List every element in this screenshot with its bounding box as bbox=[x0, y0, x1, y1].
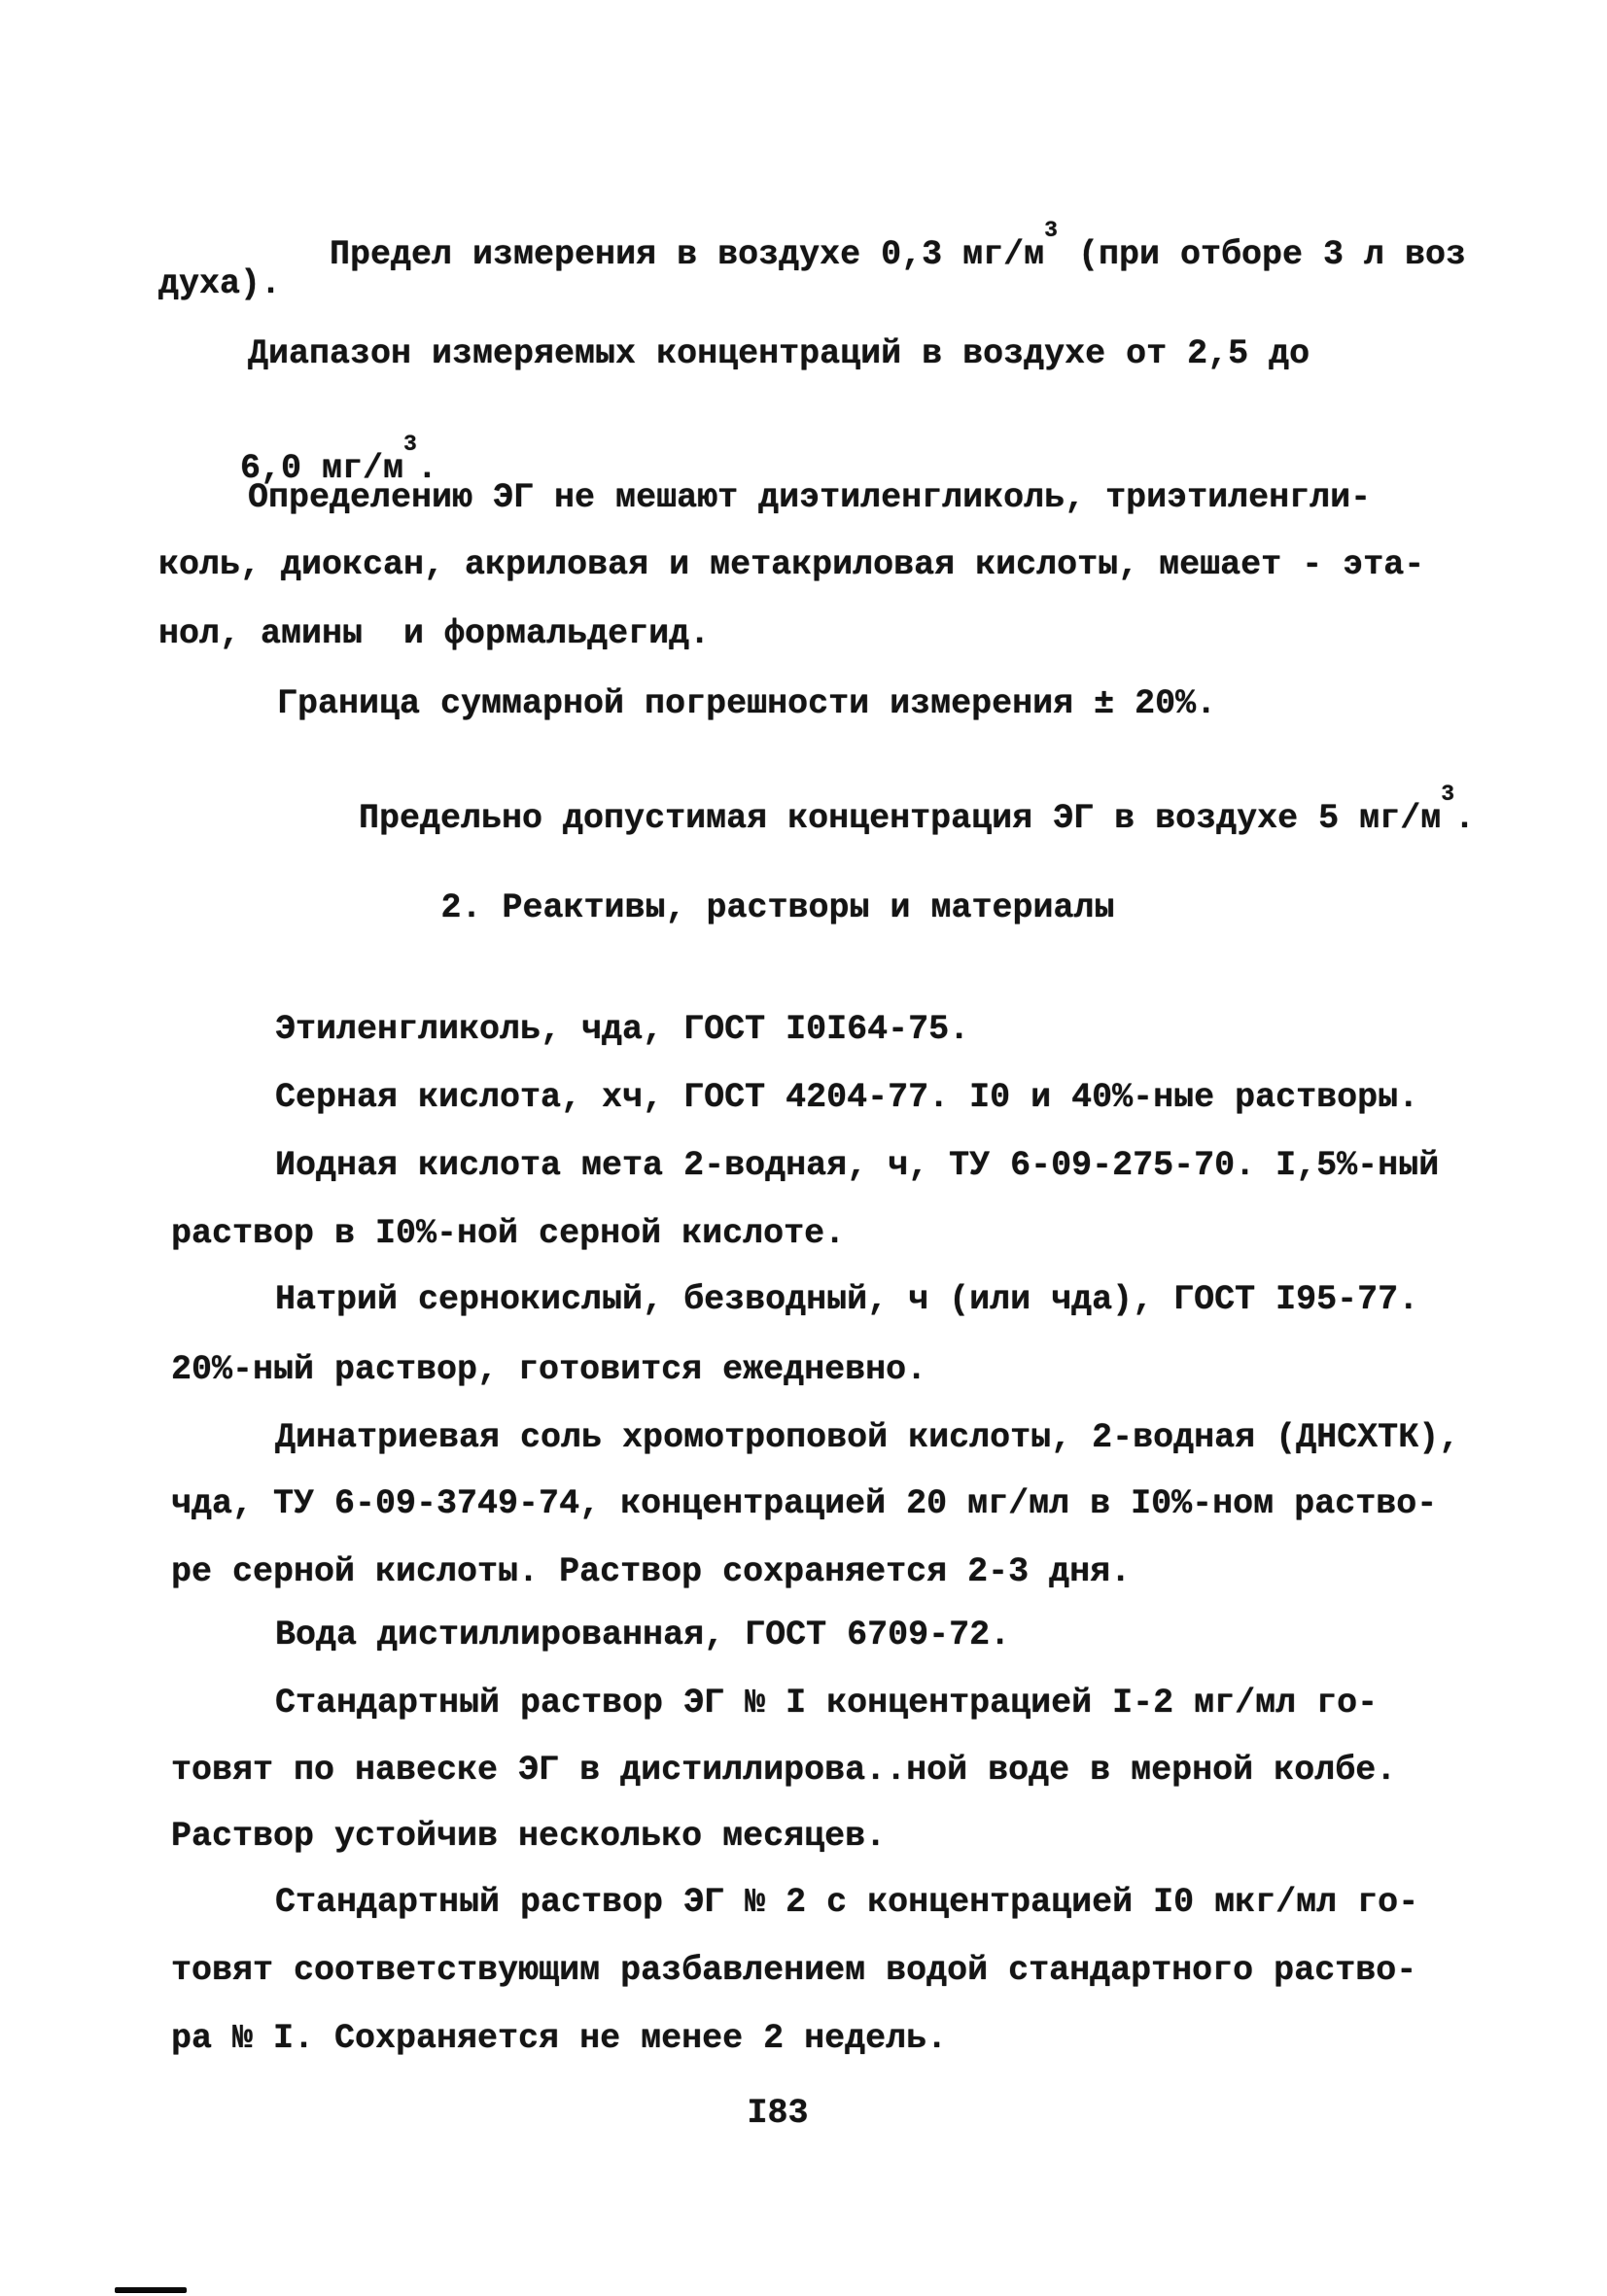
superscript-3: 3 bbox=[1441, 782, 1455, 808]
scan-artifact bbox=[115, 2287, 187, 2293]
text-line: Диапазон измеряемых концентраций в воздухе от 2,5 до bbox=[248, 334, 1310, 373]
text-line bbox=[248, 185, 1466, 325]
text-line: Граница суммарной погрешности измерения ± 20%. bbox=[277, 684, 1217, 723]
text-line: 20%-ный раствор, готовится ежедневно. bbox=[171, 1350, 927, 1389]
text-segment: (при отборе 3 л воз bbox=[1057, 235, 1467, 274]
text-line: ра № I. Сохраняется не менее 2 недель. bbox=[171, 2019, 948, 2058]
text-line: коль, диоксан, акриловая и метакриловая кислоты, мешает - эта- bbox=[158, 545, 1425, 584]
text-line: духа). bbox=[158, 264, 282, 303]
text-line: Этиленгликоль, чда, ГОСТ I0I64-75. bbox=[275, 1010, 970, 1049]
section-heading: 2. Реактивы, растворы и материалы bbox=[440, 888, 1115, 927]
text-line: Стандартный раствор ЭГ № 2 с концентрацией I0 мкг/мл го- bbox=[275, 1883, 1419, 1922]
text-line: Динатриевая соль хромотроповой кислоты, 2-водная (ДНСХТК), bbox=[275, 1418, 1460, 1457]
text-segment: Предельно допустимая концентрация ЭГ в воздухе 5 мг/м bbox=[359, 799, 1442, 838]
text-line: товят по навеске ЭГ в дистиллирова..ной воде в мерной колбе. bbox=[171, 1751, 1397, 1790]
page-number: I83 bbox=[747, 2094, 809, 2133]
superscript-3: 3 bbox=[403, 432, 417, 458]
text-line: раствор в I0%-ной серной кислоте. bbox=[171, 1214, 846, 1253]
text-line: ре серной кислоты. Раствор сохраняется 2-3 дня. bbox=[171, 1552, 1132, 1591]
text-segment: . bbox=[416, 449, 437, 488]
text-segment: . bbox=[1454, 799, 1476, 838]
text-line: Раствор устойчив несколько месяцев. bbox=[171, 1817, 887, 1856]
text-line: Стандартный раствор ЭГ № I концентрацией I-2 мг/мл го- bbox=[275, 1684, 1379, 1722]
text-line: Серная кислота, хч, ГОСТ 4204-77. I0 и 40%-ные растворы. bbox=[275, 1078, 1419, 1117]
text-line: Иодная кислота мета 2-водная, ч, ТУ 6-09-275-70. I,5%-ный bbox=[275, 1146, 1440, 1185]
text-line bbox=[277, 748, 1475, 888]
text-line: Натрий сернокислый, безводный, ч (или чда), ГОСТ I95-77. bbox=[275, 1280, 1419, 1319]
text-line: Вода дистиллированная, ГОСТ 6709-72. bbox=[275, 1616, 1011, 1654]
text-line: нол, амины и формальдегид. bbox=[158, 614, 711, 653]
text-segment: Предел измерения в воздухе 0,3 мг/м bbox=[330, 235, 1045, 274]
text-segment: 6,0 мг/м bbox=[240, 449, 404, 488]
text-line: Определению ЭГ не мешают диэтиленгликоль, триэтиленгли- bbox=[248, 478, 1372, 517]
text-line: товят соответствующим разбавлением водой стандартного раство- bbox=[171, 1951, 1417, 1990]
text-line: чда, ТУ 6-09-3749-74, концентрацией 20 мг/мл в I0%-ном раство- bbox=[171, 1484, 1438, 1523]
superscript-3: 3 bbox=[1044, 218, 1058, 244]
